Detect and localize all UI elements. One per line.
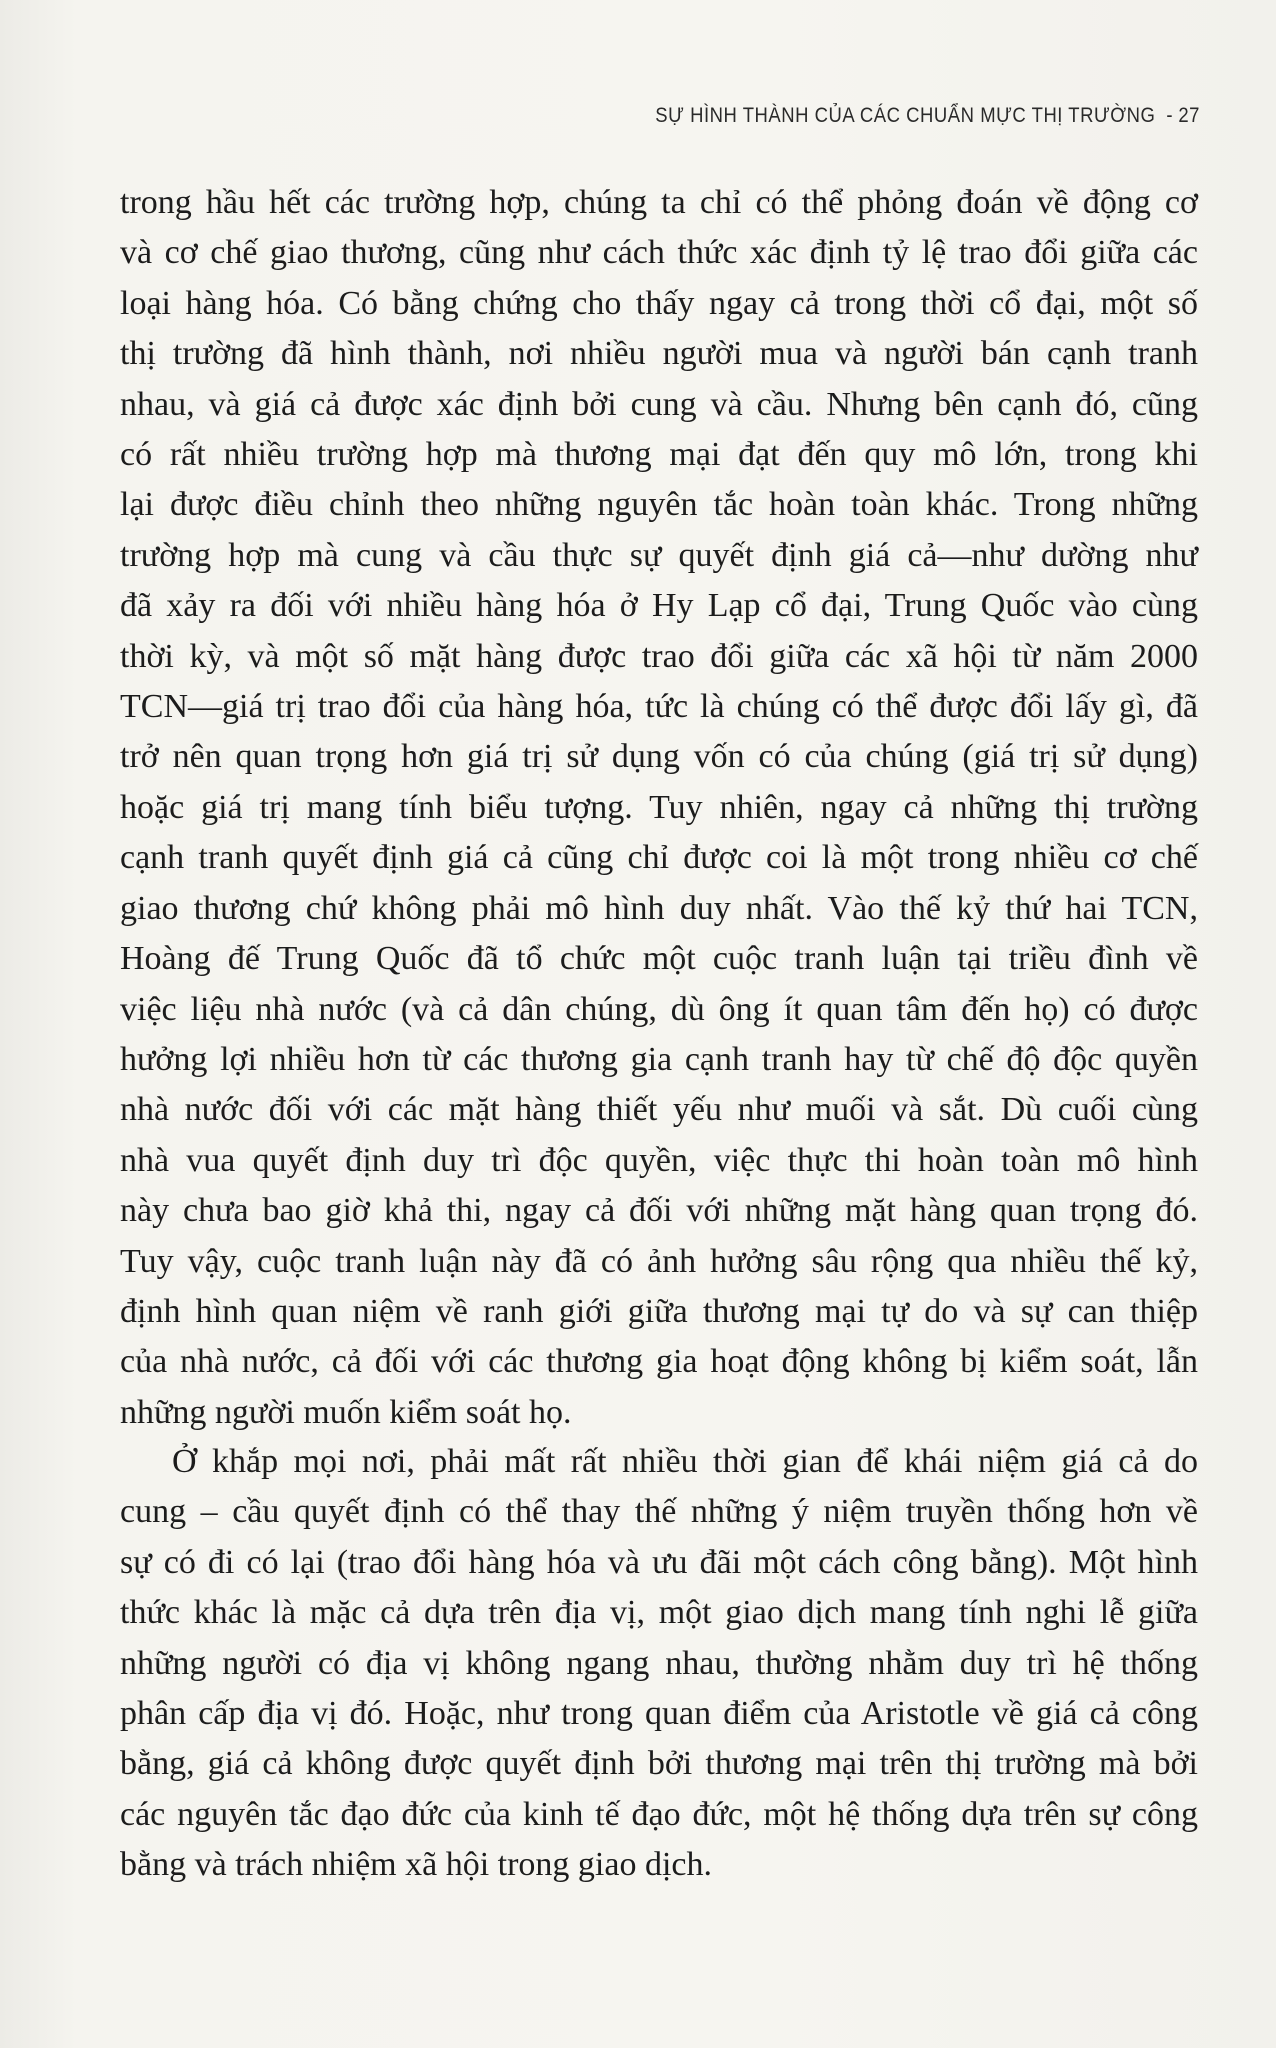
text-line: Tuy vậy, cuộc tranh luận này đã có ảnh hưởng sâu rộng qua nhiều thế kỷ, (120, 1242, 1198, 1280)
text-line: trong hầu hết các trường hợp, chúng ta chỉ có thể phỏng đoán về động cơ (120, 184, 1198, 221)
text-line: thời kỳ, và một số mặt hàng được trao đổi giữa các xã hội từ năm 2000 (120, 637, 1198, 675)
running-header (655, 104, 1200, 128)
running-header-separator: - (1166, 104, 1174, 127)
text-line: bằng, giá cả không được quyết định bởi thương mại trên thị trường mà bởi (120, 1745, 1198, 1783)
text-line: loại hàng hóa. Có bằng chứng cho thấy ngay cả trong thời cổ đại, một số (120, 284, 1198, 322)
text-line: bằng và trách nhiệm xã hội trong giao dịch. (120, 1846, 712, 1884)
paragraph-1 (120, 178, 1198, 1438)
text-line: các nguyên tắc đạo đức của kinh tế đạo đức, một hệ thống dựa trên sự công (120, 1795, 1198, 1833)
text-line: cung – cầu quyết định có thể thay thế những ý niệm truyền thống hơn về (120, 1493, 1198, 1531)
text-line: thức khác là mặc cả dựa trên địa vị, một giao dịch mang tính nghi lễ giữa (120, 1594, 1198, 1632)
text-line: nhà nước đối với các mặt hàng thiết yếu như muối và sắt. Dù cuối cùng (120, 1091, 1198, 1129)
text-line: sự có đi có lại (trao đổi hàng hóa và ưu đãi một cách công bằng). Một hình (120, 1543, 1198, 1581)
text-line: những người muốn kiểm soát họ. (120, 1393, 572, 1431)
paragraph-2 (120, 1437, 1198, 1891)
text-line: những người có địa vị không ngang nhau, thường nhằm duy trì hệ thống (120, 1644, 1198, 1682)
text-line: đã xảy ra đối với nhiều hàng hóa ở Hy Lạp cổ đại, Trung Quốc vào cùng (120, 587, 1198, 625)
text-line: giao thương chứ không phải mô hình duy nhất. Vào thế kỷ thứ hai TCN, (120, 889, 1198, 927)
text-line: nhau, và giá cả được xác định bởi cung và cầu. Nhưng bên cạnh đó, cũng (120, 385, 1198, 423)
running-header-title: SỰ HÌNH THÀNH CỦA CÁC CHUẨN MỰC THỊ TRƯỜNG (655, 104, 1156, 127)
text-line: hoặc giá trị mang tính biểu tượng. Tuy nhiên, ngay cả những thị trường (120, 788, 1198, 826)
text-line: Ở khắp mọi nơi, phải mất rất nhiều thời gian để khái niệm giá cả do (172, 1443, 1198, 1480)
text-line: và cơ chế giao thương, cũng như cách thức xác định tỷ lệ trao đổi giữa các (120, 234, 1198, 272)
text-line: có rất nhiều trường hợp mà thương mại đạt đến quy mô lớn, trong khi (120, 436, 1198, 474)
text-line: cạnh tranh quyết định giá cả cũng chỉ được coi là một trong nhiều cơ chế (120, 839, 1198, 877)
text-line: trường hợp mà cung và cầu thực sự quyết định giá cả—như dường như (120, 536, 1198, 574)
page-number: 27 (1178, 104, 1200, 127)
text-line: hưởng lợi nhiều hơn từ các thương gia cạnh tranh hay từ chế độ độc quyền (120, 1040, 1198, 1078)
text-line: TCN—giá trị trao đổi của hàng hóa, tức là chúng có thể được đổi lấy gì, đã (120, 688, 1198, 726)
text-line: của nhà nước, cả đối với các thương gia hoạt động không bị kiểm soát, lẫn (120, 1343, 1198, 1381)
text-line: nhà vua quyết định duy trì độc quyền, việc thực thi hoàn toàn mô hình (120, 1141, 1198, 1179)
text-line: việc liệu nhà nước (và cả dân chúng, dù ông ít quan tâm đến họ) có được (120, 990, 1198, 1028)
text-line: lại được điều chỉnh theo những nguyên tắc hoàn toàn khác. Trong những (120, 486, 1198, 524)
text-line: định hình quan niệm về ranh giới giữa thương mại tự do và sự can thiệp (120, 1292, 1198, 1330)
text-line: thị trường đã hình thành, nơi nhiều người mua và người bán cạnh tranh (120, 335, 1198, 373)
text-line: trở nên quan trọng hơn giá trị sử dụng vốn có của chúng (giá trị sử dụng) (120, 738, 1198, 776)
text-line: này chưa bao giờ khả thi, ngay cả đối với những mặt hàng quan trọng đó. (120, 1192, 1198, 1230)
text-line: phân cấp địa vị đó. Hoặc, như trong quan điểm của Aristotle về giá cả công (120, 1695, 1198, 1733)
text-line: Hoàng đế Trung Quốc đã tổ chức một cuộc tranh luận tại triều đình về (120, 940, 1198, 978)
